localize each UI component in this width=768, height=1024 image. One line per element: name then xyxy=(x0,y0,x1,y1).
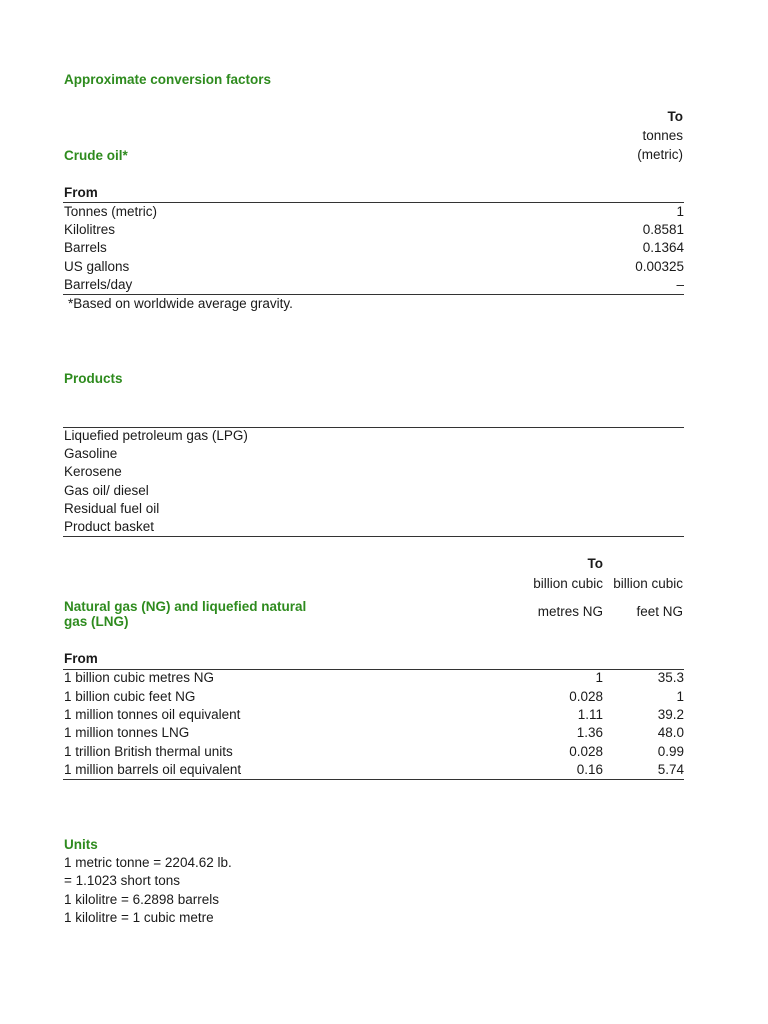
crude-row-label: Kilolitres xyxy=(64,222,116,237)
crude-bottom-rule xyxy=(63,294,684,295)
gas-row xyxy=(64,706,684,724)
crude-row-value: 0.1364 xyxy=(642,240,684,255)
gas-row-bcf-value: 5.74 xyxy=(657,762,684,777)
crude-row-value: 1 xyxy=(676,204,684,219)
product-item-label: Liquefied petroleum gas (LPG) xyxy=(64,428,248,443)
gas-row-label: 1 million tonnes LNG xyxy=(64,725,190,740)
crude-row xyxy=(64,258,684,276)
gas-col1-header-line1: billion cubic xyxy=(533,576,603,591)
gas-row xyxy=(64,688,684,706)
gas-row-bcf-value: 0.99 xyxy=(657,744,684,759)
gas-row-label: 1 million tonnes oil equivalent xyxy=(64,707,241,722)
gas-row-label: 1 trillion British thermal units xyxy=(64,744,233,759)
crude-row-value: 0.8581 xyxy=(642,222,684,237)
gas-bottom-rule xyxy=(63,779,684,780)
gas-row-label: 1 million barrels oil equivalent xyxy=(64,762,242,777)
crude-row-label: Barrels/day xyxy=(64,277,133,292)
crude-row xyxy=(64,221,684,239)
gas-from-label: From xyxy=(64,651,98,666)
gas-row-bcm-value: 1.11 xyxy=(577,707,603,722)
crude-to-label: To xyxy=(667,109,683,124)
crude-row-label: Tonnes (metric) xyxy=(64,204,158,219)
products-bottom-rule xyxy=(63,536,684,537)
page-title: Approximate conversion factors xyxy=(64,72,272,87)
gas-col2-header-line2: feet NG xyxy=(636,604,683,619)
crude-footnote: *Based on worldwide average gravity. xyxy=(68,296,293,311)
product-item xyxy=(64,482,684,500)
crude-row-value: – xyxy=(676,277,684,292)
gas-to-label: To xyxy=(587,556,603,571)
crude-col-header-line2: (metric) xyxy=(637,147,683,162)
product-item-label: Product basket xyxy=(64,519,155,534)
crude-row xyxy=(64,276,684,294)
crude-row-label: US gallons xyxy=(64,259,130,274)
gas-heading-line1: Natural gas (NG) and liquefied natural xyxy=(64,599,307,614)
gas-row-label: 1 billion cubic feet NG xyxy=(64,689,196,704)
gas-row-bcm-value: 0.028 xyxy=(569,689,603,704)
crude-row xyxy=(64,203,684,221)
gas-heading-line2: gas (LNG) xyxy=(64,614,129,629)
gas-row-bcf-value: 1 xyxy=(676,689,684,704)
gas-row-bcm-value: 0.028 xyxy=(569,744,603,759)
units-line: 1 metric tonne = 2204.62 lb. xyxy=(64,855,232,870)
product-item xyxy=(64,463,684,481)
crude-row-label: Barrels xyxy=(64,240,107,255)
gas-row xyxy=(64,743,684,761)
product-item xyxy=(64,427,684,445)
gas-row-bcf-value: 48.0 xyxy=(657,725,684,740)
gas-row xyxy=(64,724,684,742)
gas-row-bcm-value: 1.36 xyxy=(576,725,603,740)
gas-row xyxy=(64,761,684,779)
gas-col1-header-line2: metres NG xyxy=(537,604,603,619)
crude-col-header-line1: tonnes xyxy=(642,128,683,143)
gas-row xyxy=(64,669,684,687)
crude-oil-heading: Crude oil* xyxy=(64,148,128,163)
product-item xyxy=(64,518,684,536)
gas-row-bcm-value: 1 xyxy=(595,670,603,685)
product-item-label: Residual fuel oil xyxy=(64,501,160,516)
units-line: 1 kilolitre = 6.2898 barrels xyxy=(64,892,219,907)
gas-row-bcf-value: 39.2 xyxy=(657,707,684,722)
product-item-label: Kerosene xyxy=(64,464,122,479)
units-line: 1 kilolitre = 1 cubic metre xyxy=(64,910,214,925)
product-item xyxy=(64,445,684,463)
product-item-label: Gasoline xyxy=(64,446,118,461)
gas-col2-header-line1: billion cubic xyxy=(613,576,683,591)
crude-from-label: From xyxy=(64,185,98,200)
product-item xyxy=(64,500,684,518)
units-heading: Units xyxy=(64,837,98,852)
gas-row-label: 1 billion cubic metres NG xyxy=(64,670,215,685)
gas-row-bcm-value: 0.16 xyxy=(576,762,603,777)
units-line: = 1.1023 short tons xyxy=(64,873,180,888)
crude-row-value: 0.00325 xyxy=(635,259,684,274)
products-heading: Products xyxy=(64,371,123,386)
product-item-label: Gas oil/ diesel xyxy=(64,483,149,498)
gas-row-bcf-value: 35.3 xyxy=(657,670,684,685)
crude-row xyxy=(64,239,684,257)
